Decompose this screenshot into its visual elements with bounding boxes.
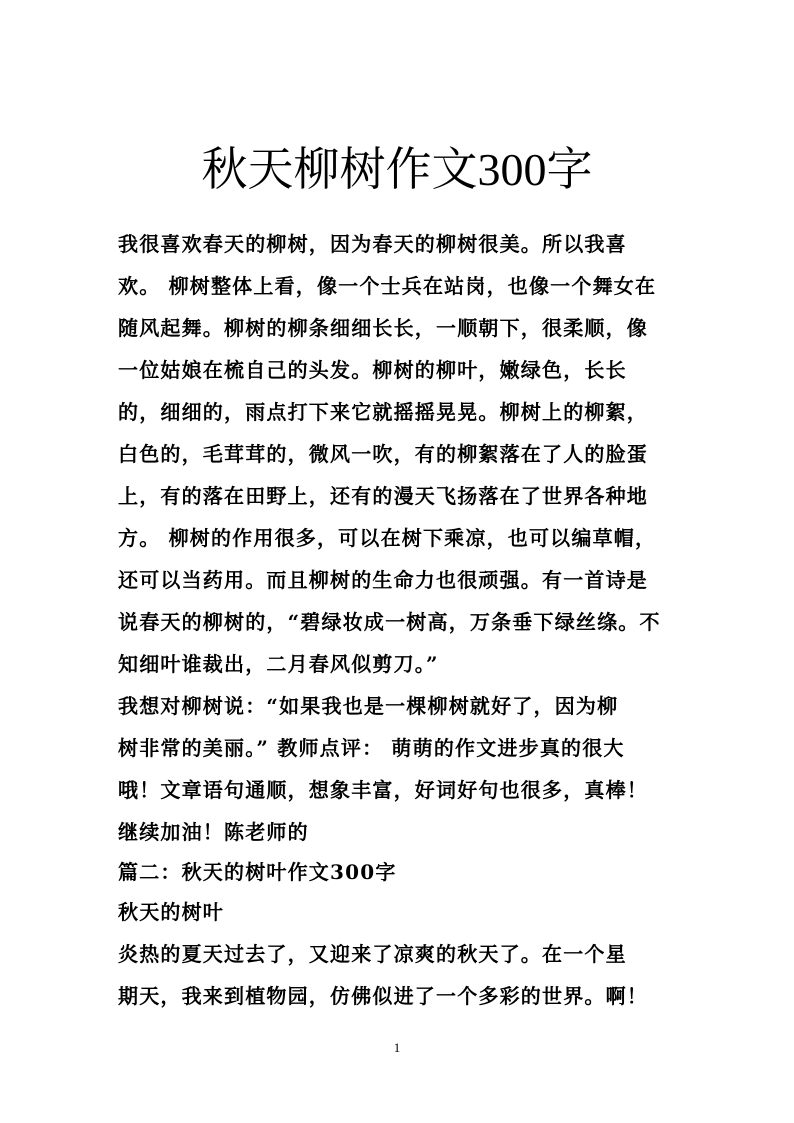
- text-line: 白色的，毛茸茸的，微风一吹，有的柳絮落在了人的脸蛋: [118, 442, 648, 466]
- text-line: 我很喜欢春天的柳树，因为春天的柳树很美。所以我喜: [118, 232, 627, 256]
- page-number: 1: [393, 1040, 401, 1055]
- document-title: 秋天柳树作文300字: [201, 144, 593, 195]
- text-line: 说春天的柳树的，“碧绿妆成一树高，万条垂下绿丝绦。不: [118, 610, 661, 634]
- text-line: 上，有的落在田野上，还有的漫天飞扬落在了世界各种地: [118, 484, 648, 508]
- text-line: 期天，我来到植物园，仿佛似进了一个多彩的世界。啊！: [118, 984, 648, 1008]
- text-line: 欢。 柳树整体上看，像一个士兵在站岗，也像一个舞女在: [118, 274, 657, 298]
- text-line: 还可以当药用。而且柳树的生命力也很顽强。有一首诗是: [118, 568, 648, 592]
- text-line: 我想对柳树说：“如果我也是一棵柳树就好了，因为柳: [118, 694, 619, 718]
- text-line: 的，细细的，雨点打下来它就摇摇晃晃。柳树上的柳絮，: [118, 400, 648, 424]
- text-line: 一位姑娘在梳自己的头发。柳树的柳叶，嫩绿色，长长: [118, 358, 627, 382]
- text-line: 方。 柳树的作用很多，可以在树下乘凉，也可以编草帽，: [118, 526, 657, 550]
- essay-subtitle: 秋天的树叶: [118, 900, 224, 924]
- section-heading: 篇二：秋天的树叶作文300字: [118, 860, 397, 884]
- text-line: 哦！文章语句通顺，想象丰富，好词好句也很多，真棒！: [118, 778, 648, 802]
- text-line: 炎热的夏天过去了，又迎来了凉爽的秋天了。在一个星: [118, 942, 627, 966]
- text-line: 继续加油！陈老师的: [118, 820, 309, 844]
- text-line: 树非常的美丽。” 教师点评： 萌萌的作文进步真的很大: [118, 736, 625, 760]
- text-line: 随风起舞。柳树的柳条细细长长，一顺朝下，很柔顺，像: [118, 316, 648, 340]
- text-line: 知细叶谁裁出，二月春风似剪刀。”: [118, 652, 439, 676]
